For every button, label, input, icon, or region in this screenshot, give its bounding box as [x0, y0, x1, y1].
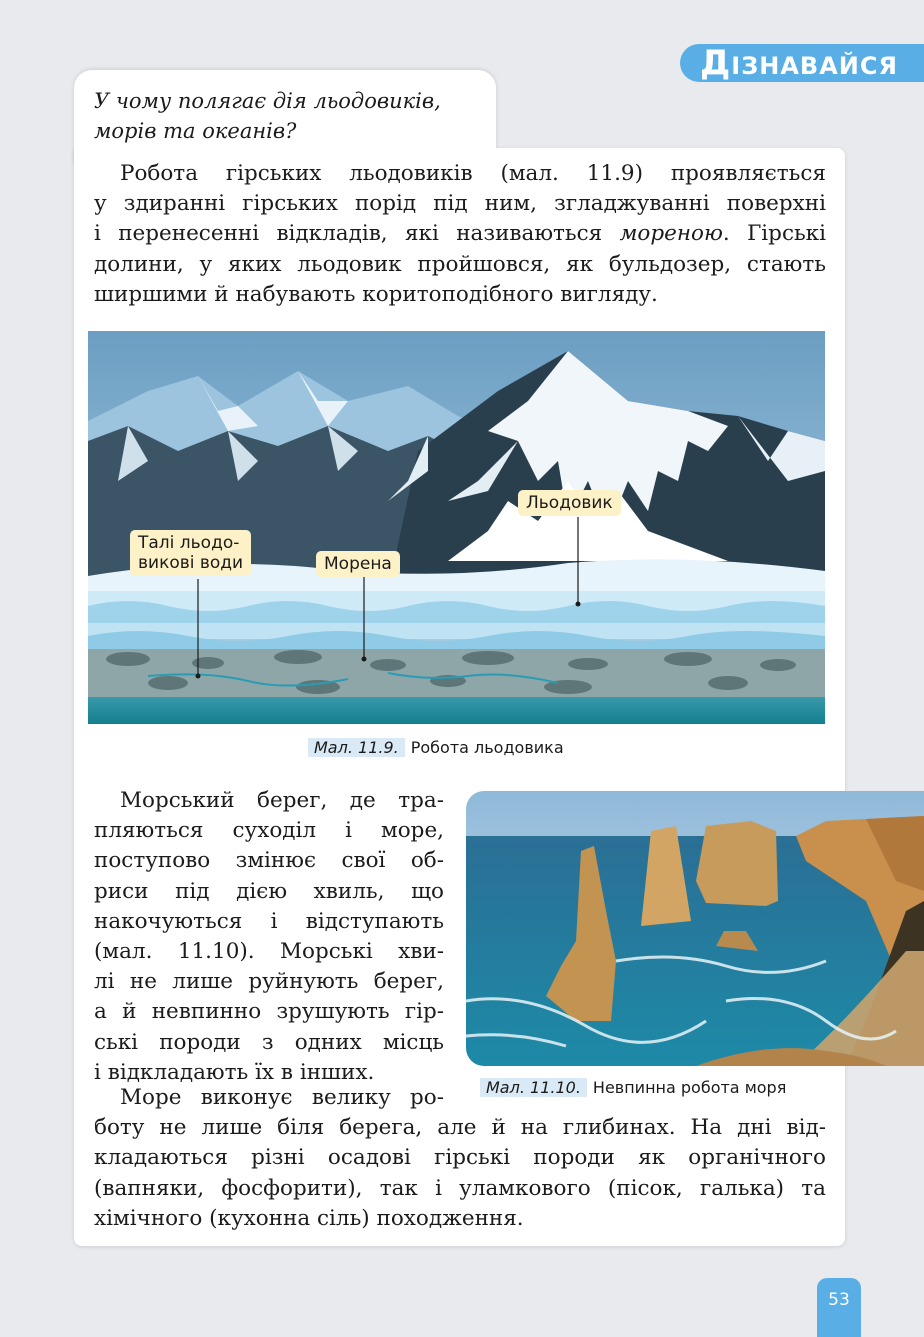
text-span: і перенесенні відкладів, які називаються — [94, 221, 620, 247]
text-line — [94, 1083, 444, 1113]
label-line: Талі льодо- — [138, 533, 240, 553]
text-line: поступово змінює свої об- — [94, 848, 444, 874]
section-badge — [680, 44, 924, 82]
text-line — [94, 159, 826, 189]
text-line: (вапняки, фосфорити), так і уламкового (пісок, галька) та — [94, 1175, 826, 1201]
text-line: долини, у яких льодовик пройшовся, як бульдозер, стають — [94, 251, 826, 277]
term-moraine: мореною — [619, 221, 723, 247]
caption-text: Невпинна робота моря — [592, 1078, 787, 1097]
text-line: риси під дією хвиль, що — [94, 878, 444, 904]
text-span: Море виконує велику ро- — [120, 1085, 444, 1110]
text-line: ширшими й набувають коритоподібного вигляду. — [94, 281, 658, 307]
text-line: пляються суходіл і море, — [94, 818, 444, 844]
caption-number: Мал. 11.10. — [480, 1078, 587, 1097]
text-span: Морський берег, де тра- — [120, 788, 444, 813]
question-line: морів та океанів? — [94, 119, 297, 143]
label-moraine: Морена — [316, 551, 400, 577]
caption-text: Робота льодовика — [410, 738, 564, 757]
caption-number: Мал. 11.9. — [308, 738, 405, 757]
text-line: і відкладають їх в інших. — [94, 1059, 375, 1085]
paragraph-glacier — [94, 159, 826, 310]
text-span: . Гірські — [722, 221, 826, 247]
text-line: а й невпинно зрушують гір- — [94, 999, 444, 1025]
badge-text: ІЗНАВАЙСЯ — [731, 52, 898, 80]
page-number: 53 — [817, 1278, 861, 1337]
label-glacier: Льодовик — [518, 490, 621, 516]
label-line: викові води — [138, 553, 244, 573]
text-line: лі не лише руйнують берег, — [94, 969, 444, 995]
badge-first-letter: Д — [700, 43, 732, 83]
text-line: хімічного (кухонна сіль) походження. — [94, 1205, 524, 1231]
text-line: кладаються різні осадові гірські породи як органічного — [94, 1145, 826, 1171]
sea-stacks-photo — [466, 791, 924, 1066]
text-line: накочуються і відступають — [94, 908, 444, 934]
paragraph-sea-work — [94, 1083, 826, 1234]
figure-caption — [308, 736, 564, 760]
text-line: у здиранні гірських порід під ним, згладжуванні поверхні — [94, 191, 826, 217]
text-line: боту не лише біля берега, але й на глибинах. На дні від- — [94, 1115, 826, 1141]
paragraph-sea-shore — [94, 786, 444, 1088]
section-question — [94, 86, 494, 146]
text-line: ські породи з одних місць — [94, 1029, 444, 1055]
text-span: Робота гірських льодовиків (мал. 11.9) проявляється — [120, 161, 826, 186]
question-line: У чому полягає дія льодовиків, — [94, 89, 441, 113]
text-line: (мал. 11.10). Морські хви- — [94, 939, 444, 965]
text-line — [94, 219, 826, 249]
glacier-illustration — [88, 331, 825, 724]
text-line — [94, 786, 444, 816]
label-meltwater — [130, 530, 251, 576]
